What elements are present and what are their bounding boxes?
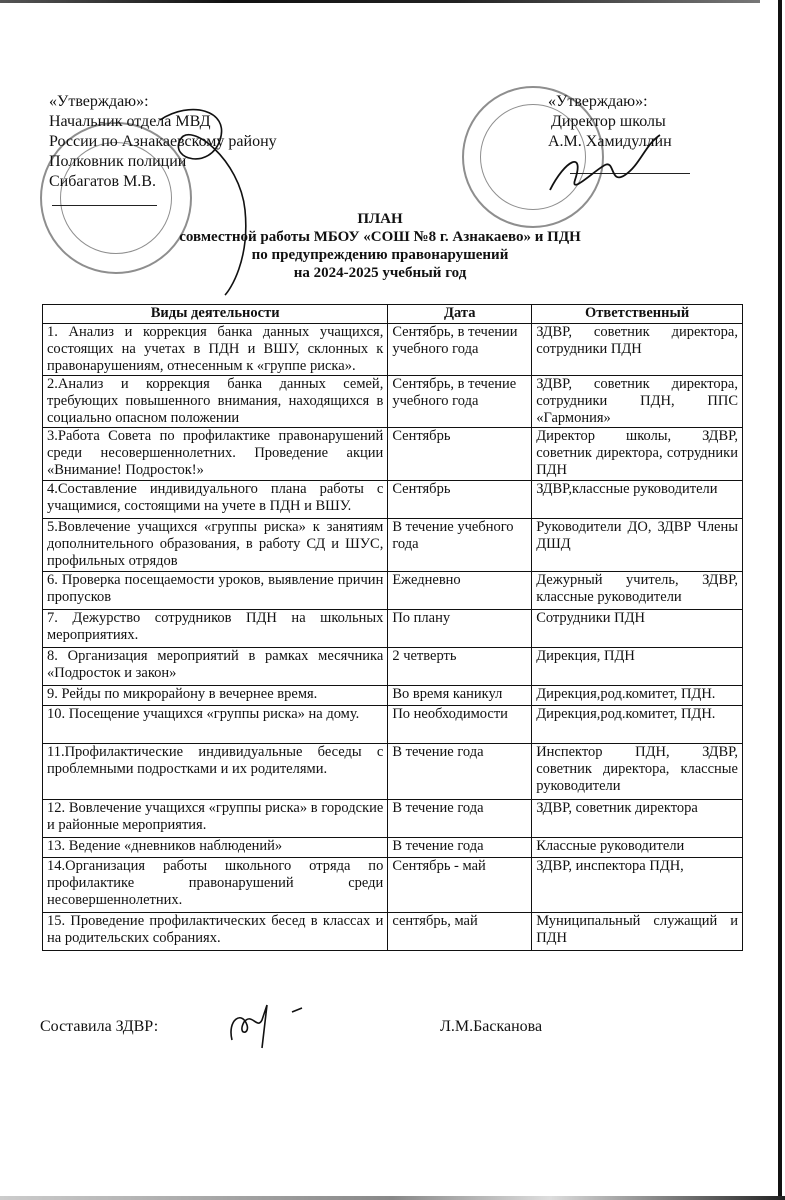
activity-cell: 8. Организация мероприятий в рамках месячника «Подросток и закон» — [43, 648, 388, 686]
table-row — [43, 686, 743, 706]
responsible-cell: ЗДВР, инспектора ПДН, — [532, 858, 743, 913]
table-row — [43, 648, 743, 686]
header-activity: Виды деятельности — [43, 305, 388, 324]
date-cell: Сентябрь, в течении учебного года — [388, 324, 532, 376]
date-cell: Ежедневно — [388, 572, 532, 610]
table-row — [43, 428, 743, 481]
activity-cell: 7. Дежурство сотрудников ПДН на школьных мероприятиях. — [43, 610, 388, 648]
header-responsible: Ответственный — [532, 305, 743, 324]
responsible-cell: Дежурный учитель, ЗДВР, классные руководители — [532, 572, 743, 610]
responsible-cell: Руководители ДО, ЗДВР Члены ДШД — [532, 519, 743, 572]
date-cell: В течение года — [388, 838, 532, 858]
activity-cell: 3.Работа Совета по профилактике правонарушений среди несовершеннолетних. Проведение акции «Внимание! Подросток!» — [43, 428, 388, 481]
date-cell: 2 четверть — [388, 648, 532, 686]
activity-cell: 13. Ведение «дневников наблюдений» — [43, 838, 388, 858]
date-cell: В течение года — [388, 744, 532, 800]
activity-cell: 2.Анализ и коррекция банка данных семей, требующих повышенного внимания, находящихся в социально опасном положении — [43, 376, 388, 428]
table-row — [43, 706, 743, 744]
approval-block-director — [548, 92, 672, 152]
responsible-cell: ЗДВР,классные руководители — [532, 481, 743, 519]
table-row — [43, 858, 743, 913]
approval-heading: «Утверждаю»: — [548, 93, 648, 110]
approval-position: Директор школы — [551, 113, 666, 130]
activity-cell: 6. Проверка посещаемости уроков, выявление причин пропусков — [43, 572, 388, 610]
responsible-cell: Муниципальный служащий и ПДН — [532, 913, 743, 951]
responsible-cell: Сотрудники ПДН — [532, 610, 743, 648]
approval-block-police — [49, 92, 277, 192]
table-row — [43, 744, 743, 800]
activity-cell: 4.Составление индивидуального плана работы с учащимися, состоящими на учете в ПДН и ВШУ. — [43, 481, 388, 519]
activity-cell: 1. Анализ и коррекция банка данных учащихся, состоящих на учетах в ПДН и ВШУ, склонных к правонарушениям, отнесенным к «группе риска». — [43, 324, 388, 376]
signature-line-left — [52, 205, 157, 206]
scan-edge-bottom — [0, 1196, 785, 1200]
scan-edge-top — [0, 0, 760, 3]
title-subject: совместной работы МБОУ «СОШ №8 г. Азнакаево» и ПДН — [179, 229, 581, 245]
date-cell: Сентябрь, в течение учебного года — [388, 376, 532, 428]
scan-edge-right — [778, 0, 782, 1200]
approval-name: Сибагатов М.В. — [49, 173, 156, 190]
responsible-cell: Дирекция,род.комитет, ПДН. — [532, 686, 743, 706]
approval-rank: Полковник полиции — [49, 153, 187, 170]
compiled-by-label: Составила ЗДВР: — [40, 1018, 159, 1035]
approval-department: России по Азнакаевскому району — [49, 133, 277, 150]
activity-cell: 14.Организация работы школьного отряда по профилактике правонарушений среди несовершеннолетних. — [43, 858, 388, 913]
responsible-cell: Классные руководители — [532, 838, 743, 858]
table-row — [43, 481, 743, 519]
activity-cell: 10. Посещение учащихся «группы риска» на дому. — [43, 706, 388, 744]
date-cell: Сентябрь - май — [388, 858, 532, 913]
title-year: на 2024-2025 учебный год — [293, 265, 467, 281]
table-row — [43, 610, 743, 648]
plan-table — [42, 304, 743, 951]
approval-position: Начальник отдела МВД — [49, 113, 211, 130]
table-row — [43, 324, 743, 376]
date-cell: сентябрь, май — [388, 913, 532, 951]
table-row — [43, 572, 743, 610]
responsible-cell: Дирекция, ПДН — [532, 648, 743, 686]
approval-heading: «Утверждаю»: — [49, 93, 149, 110]
date-cell: Сентябрь — [388, 481, 532, 519]
table-row — [43, 376, 743, 428]
responsible-cell: ЗДВР, советник директора, сотрудники ПДН — [532, 324, 743, 376]
date-cell: По необходимости — [388, 706, 532, 744]
activity-cell: 5.Вовлечение учащихся «группы риска» к занятиям дополнительного образования, в работу СД и ШУС, профильных отрядов — [43, 519, 388, 572]
title-purpose: по предупреждению правонарушений — [251, 247, 509, 263]
approval-name: А.М. Хамидуллин — [548, 133, 672, 150]
table-row — [43, 838, 743, 858]
activity-cell: 11.Профилактические индивидуальные беседы с проблемными подростками и их родителями. — [43, 744, 388, 800]
responsible-cell: Директор школы, ЗДВР, советник директора, сотрудники ПДН — [532, 428, 743, 481]
table-header-row — [43, 305, 743, 324]
date-cell: В течение учебного года — [388, 519, 532, 572]
date-cell: По плану — [388, 610, 532, 648]
table-row — [43, 519, 743, 572]
document-title — [150, 210, 610, 282]
responsible-cell: Инспектор ПДН, ЗДВР, советник директора, классные руководители — [532, 744, 743, 800]
table-row — [43, 913, 743, 951]
responsible-cell: Дирекция,род.комитет, ПДН. — [532, 706, 743, 744]
compiler-signature-icon — [222, 1000, 312, 1050]
title-plan: ПЛАН — [357, 211, 403, 227]
compiler-name: Л.М.Басканова — [440, 1018, 543, 1035]
responsible-cell: ЗДВР, советник директора, сотрудники ПДН, ППС «Гармония» — [532, 376, 743, 428]
activity-cell: 12. Вовлечение учащихся «группы риска» в городские и районные мероприятия. — [43, 800, 388, 838]
date-cell: Сентябрь — [388, 428, 532, 481]
activity-cell: 15. Проведение профилактических бесед в классах и на родительских собраниях. — [43, 913, 388, 951]
table-row — [43, 800, 743, 838]
date-cell: В течение года — [388, 800, 532, 838]
responsible-cell: ЗДВР, советник директора — [532, 800, 743, 838]
activity-cell: 9. Рейды по микрорайону в вечернее время. — [43, 686, 388, 706]
date-cell: Во время каникул — [388, 686, 532, 706]
header-date: Дата — [388, 305, 532, 324]
